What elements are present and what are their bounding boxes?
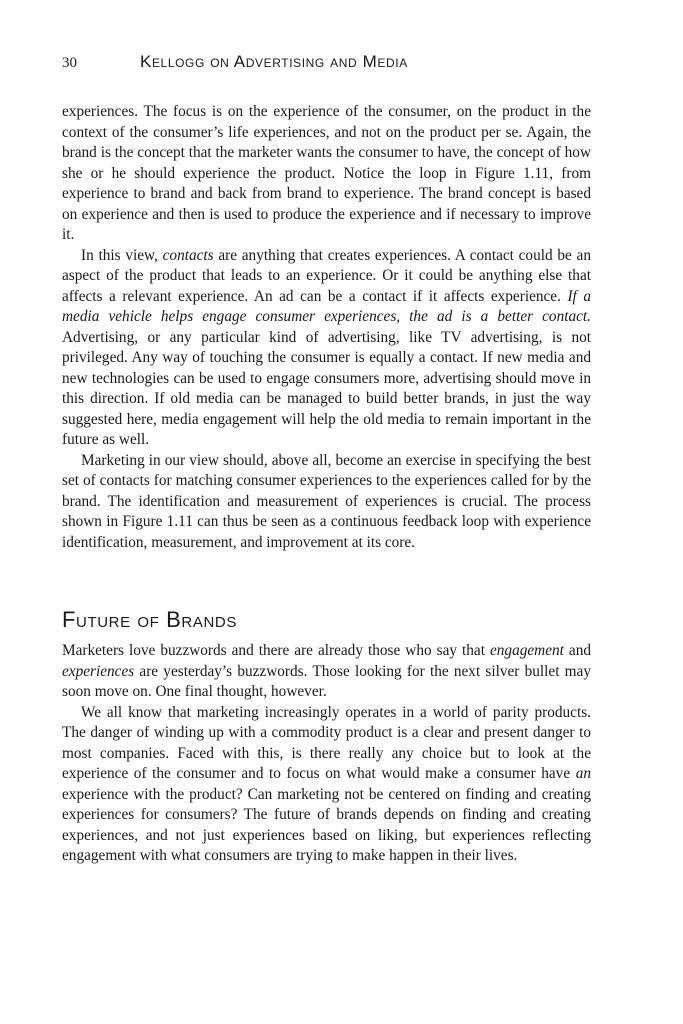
paragraph-4-text-c: are yesterday’s buzzwords. Those looking for the next silver bullet may soon move on. One final thought, however. — [62, 662, 591, 700]
running-head — [62, 52, 591, 80]
running-title: Kellogg on Advertising and Media — [140, 52, 408, 71]
paragraph-5-text-b: experience with the product? Can marketing not be centered on finding and creating experiences for consumers? The future of brands depends on finding and creating experiences, and not just experiences based on liking, but experiences reflecting engagement with what consumers are trying to make happen in their lives. — [62, 785, 591, 864]
paragraph-2-text-a: In this view, — [81, 246, 163, 264]
paragraph-3: Marketing in our view should, above all, become an exercise in specifying the best set of contacts for matching consumer experiences to the experiences called for by the brand. The identification and measurement of experiences is crucial. The process shown in Figure 1.11 can thus be seen as a continuous feedback loop with experience identification, measurement, and improvement at its core. — [62, 451, 591, 551]
paragraph-5-text-a: We all know that marketing increasingly operates in a world of parity products. The danger of winding up with a commodity product is a clear and present danger to most companies. Faced with this, is there really any choice but to look at the experience of the consumer and to focus on what would make a consumer have — [62, 703, 591, 782]
paragraph-4-em-engagement: engagement — [489, 642, 564, 659]
paragraph-5 — [62, 703, 591, 867]
section-heading-future-of-brands: Future of Brands — [62, 607, 237, 632]
paragraph-4-text-b: and — [563, 642, 591, 659]
paragraph-2-text-b: are anything that creates experiences. A contact could be an aspect of the product that leads to an experience. Or it could be anything else that affects a relevant experience. An ad can be a contact if it affects experience. — [62, 246, 591, 305]
paragraph-4-text-a: Marketers love buzzwords and there are already those who say that — [62, 642, 490, 659]
book-page — [62, 52, 591, 867]
paragraph-1: experiences. The focus is on the experience of the consumer, on the product in the context of the consumer’s life experiences, and not on the product per se. Again, the brand is the concept that the marketer wants the consumer to have, the concept of how she or he should experience the product. Notice the loop in Figure 1.11, from experience to brand and back from brand to experience. The brand concept is based on experience and then is used to produce the experience and if necessary to improve it. — [62, 103, 591, 243]
paragraph-4 — [62, 641, 591, 703]
paragraph-2 — [62, 246, 591, 451]
paragraph-5-em-an: an — [575, 765, 591, 782]
paragraph-2-text-c: Advertising, or any particular kind of advertising, like TV advertising, is not privileged. Any way of touching the consumer is equally a contact. If new media and new technologies can be used to engage consumers more, advertising should move in this direction. If old media can be managed to build better brands, in just the way suggested here, media engagement will help the old media to remain important in the future as well. — [62, 328, 591, 448]
paragraph-4-em-experiences: experiences — [62, 662, 135, 680]
page-number: 30 — [62, 55, 77, 71]
paragraph-2-em-media-vehicle: If a media vehicle helps engage consumer experiences, the ad is a better contact. — [62, 287, 591, 325]
paragraph-2-em-contacts: contacts — [162, 246, 214, 264]
